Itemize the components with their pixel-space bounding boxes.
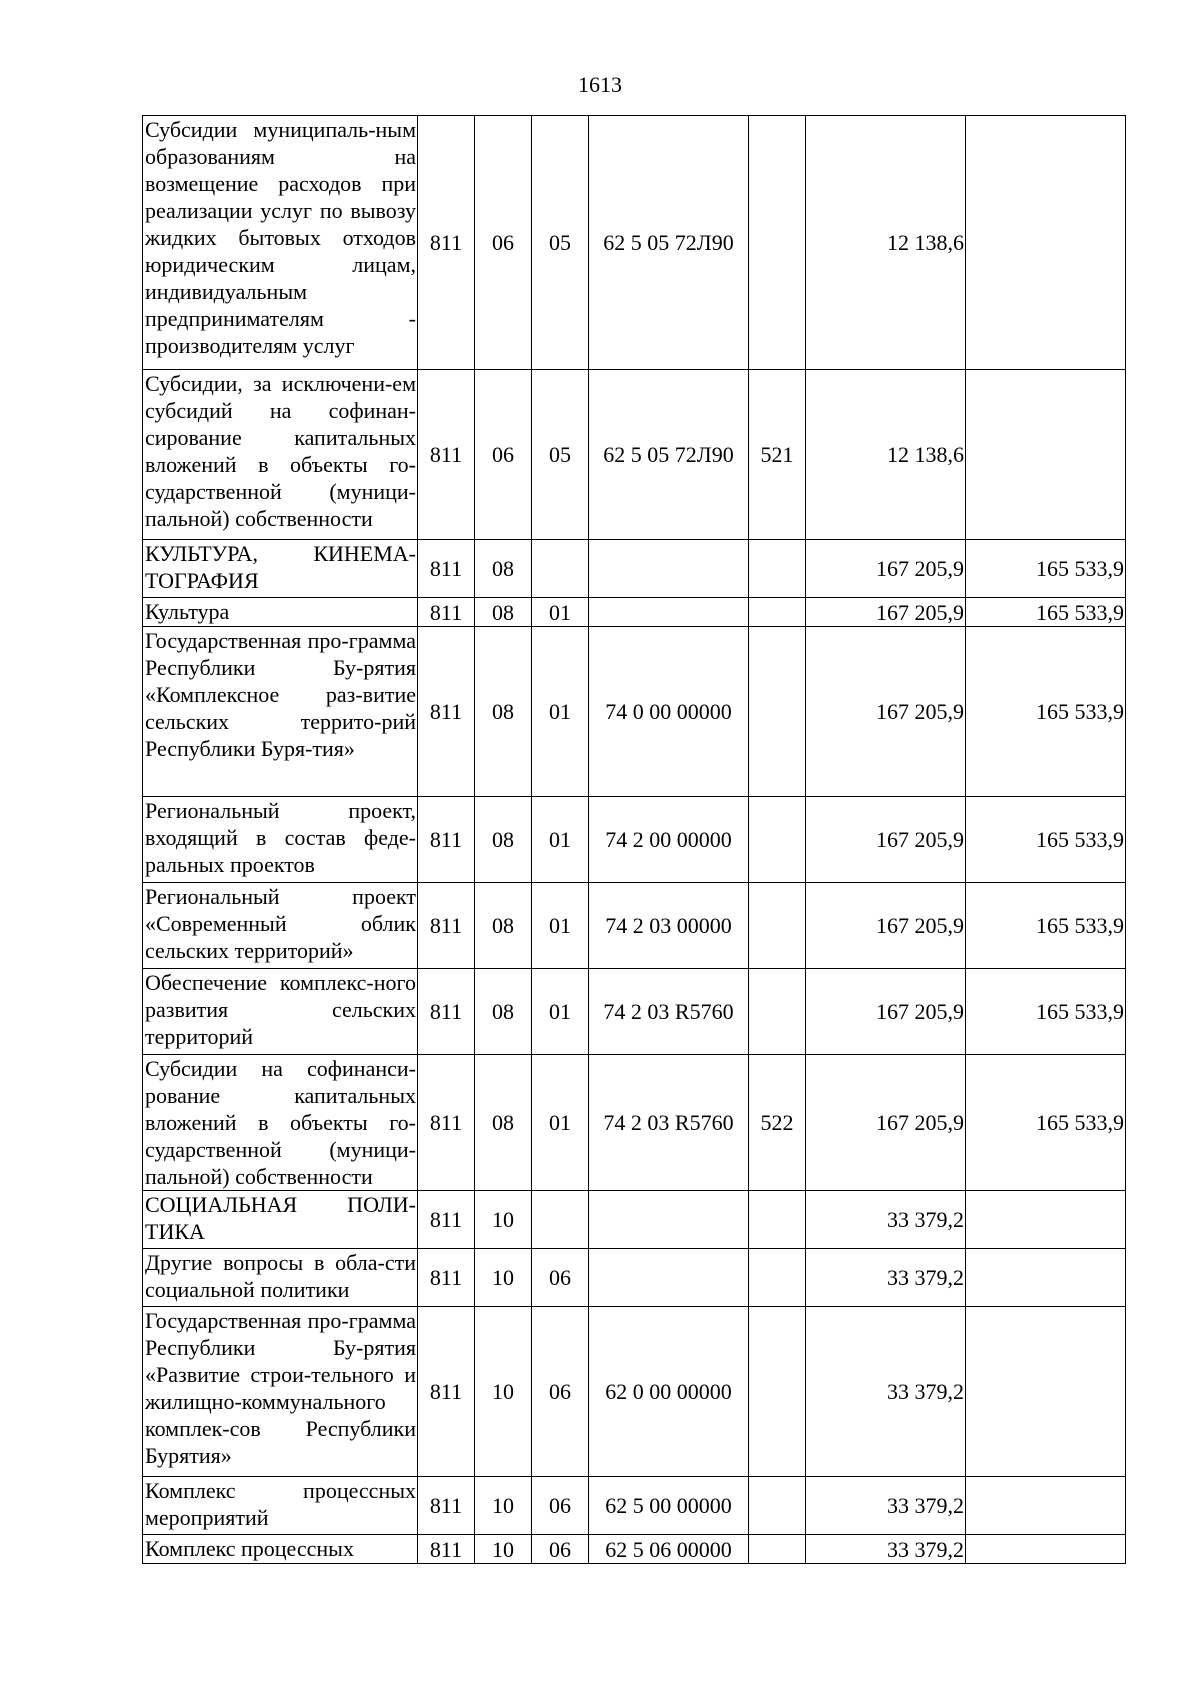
cell-rz: 08 bbox=[475, 883, 532, 969]
table-row bbox=[143, 1477, 1126, 1535]
row-name: Государственная про-грамма Республики Бу-рятия «Развитие строи-тельного и жилищно-коммунального комплек-сов Республики Бурятия» bbox=[143, 1307, 418, 1477]
cell-pr bbox=[532, 1191, 589, 1249]
cell-rz: 10 bbox=[475, 1535, 532, 1564]
cell-ved: 811 bbox=[418, 883, 475, 969]
cell-vr bbox=[749, 116, 806, 370]
cell-sum-1: 33 379,2 bbox=[806, 1307, 966, 1477]
cell-sum-2: 165 533,9 bbox=[966, 883, 1126, 969]
cell-csr: 62 5 05 72Л90 bbox=[589, 116, 749, 370]
cell-rz: 08 bbox=[475, 540, 532, 598]
row-name: Обеспечение комплекс-ного развития сельских территорий bbox=[143, 969, 418, 1055]
row-name: СОЦИАЛЬНАЯ ПОЛИ-ТИКА bbox=[143, 1191, 418, 1249]
table-row bbox=[143, 1535, 1126, 1564]
cell-pr: 01 bbox=[532, 1055, 589, 1191]
cell-rz: 08 bbox=[475, 627, 532, 797]
cell-ved: 811 bbox=[418, 1535, 475, 1564]
cell-csr: 74 2 00 00000 bbox=[589, 797, 749, 883]
cell-csr: 62 0 00 00000 bbox=[589, 1307, 749, 1477]
cell-vr bbox=[749, 1535, 806, 1564]
cell-sum-1: 167 205,9 bbox=[806, 627, 966, 797]
cell-rz: 10 bbox=[475, 1307, 532, 1477]
row-name: Региональный проект «Современный облик сельских территорий» bbox=[143, 883, 418, 969]
cell-vr bbox=[749, 540, 806, 598]
cell-csr bbox=[589, 1191, 749, 1249]
row-name: Комплекс процессных мероприятий bbox=[143, 1477, 418, 1535]
cell-sum-2 bbox=[966, 370, 1126, 540]
cell-ved: 811 bbox=[418, 116, 475, 370]
table-row bbox=[143, 1249, 1126, 1307]
cell-sum-2 bbox=[966, 116, 1126, 370]
table-row bbox=[143, 797, 1126, 883]
row-name: Другие вопросы в обла-сти социальной политики bbox=[143, 1249, 418, 1307]
row-name: Государственная про-грамма Республики Бу-рятия «Комплексное раз-витие сельских террито-рий Республики Буря-тия» bbox=[143, 627, 418, 797]
cell-sum-2: 165 533,9 bbox=[966, 627, 1126, 797]
table-row bbox=[143, 883, 1126, 969]
cell-vr bbox=[749, 969, 806, 1055]
cell-pr: 01 bbox=[532, 598, 589, 627]
cell-rz: 10 bbox=[475, 1249, 532, 1307]
cell-sum-1: 33 379,2 bbox=[806, 1535, 966, 1564]
cell-vr bbox=[749, 797, 806, 883]
cell-vr bbox=[749, 1249, 806, 1307]
cell-ved: 811 bbox=[418, 1249, 475, 1307]
table-row bbox=[143, 1191, 1126, 1249]
row-name: Субсидии, за исключени-ем субсидий на софинан-сирование капитальных вложений в объекты го-сударственной (муници-пальной) собственности bbox=[143, 370, 418, 540]
table-row bbox=[143, 370, 1126, 540]
cell-pr: 06 bbox=[532, 1477, 589, 1535]
cell-pr: 06 bbox=[532, 1249, 589, 1307]
cell-ved: 811 bbox=[418, 540, 475, 598]
cell-sum-1: 167 205,9 bbox=[806, 598, 966, 627]
row-name: Культура bbox=[143, 598, 418, 627]
cell-csr: 74 2 03 R5760 bbox=[589, 969, 749, 1055]
cell-vr bbox=[749, 1477, 806, 1535]
cell-csr: 74 2 03 R5760 bbox=[589, 1055, 749, 1191]
table-row bbox=[143, 1055, 1126, 1191]
table-row bbox=[143, 969, 1126, 1055]
cell-sum-1: 167 205,9 bbox=[806, 1055, 966, 1191]
cell-sum-2 bbox=[966, 1477, 1126, 1535]
cell-sum-1: 33 379,2 bbox=[806, 1191, 966, 1249]
cell-sum-1: 33 379,2 bbox=[806, 1249, 966, 1307]
row-name: Комплекс процессных bbox=[143, 1535, 418, 1564]
cell-csr bbox=[589, 540, 749, 598]
cell-sum-1: 167 205,9 bbox=[806, 883, 966, 969]
cell-ved: 811 bbox=[418, 969, 475, 1055]
table-row bbox=[143, 1307, 1126, 1477]
cell-pr: 05 bbox=[532, 370, 589, 540]
cell-rz: 08 bbox=[475, 1055, 532, 1191]
row-name: Субсидии на софинанси-рование капитальных вложений в объекты го-сударственной (муници-пальной) собственности bbox=[143, 1055, 418, 1191]
cell-vr: 521 bbox=[749, 370, 806, 540]
cell-ved: 811 bbox=[418, 627, 475, 797]
cell-sum-2: 165 533,9 bbox=[966, 1055, 1126, 1191]
cell-sum-2 bbox=[966, 1191, 1126, 1249]
cell-csr: 74 2 03 00000 bbox=[589, 883, 749, 969]
cell-rz: 06 bbox=[475, 370, 532, 540]
cell-sum-1: 167 205,9 bbox=[806, 797, 966, 883]
cell-sum-1: 33 379,2 bbox=[806, 1477, 966, 1535]
cell-sum-1: 12 138,6 bbox=[806, 370, 966, 540]
cell-sum-2 bbox=[966, 1249, 1126, 1307]
cell-csr: 62 5 05 72Л90 bbox=[589, 370, 749, 540]
cell-ved: 811 bbox=[418, 1191, 475, 1249]
cell-csr: 74 0 00 00000 bbox=[589, 627, 749, 797]
cell-ved: 811 bbox=[418, 1477, 475, 1535]
row-name: Субсидии муниципаль-ным образованиям на возмещение расходов при реализации услуг по вывозу жидких бытовых отходов юридическим лицам, индивидуальным предпринимателям - производителям услуг bbox=[143, 116, 418, 370]
page-number: 1613 bbox=[578, 72, 622, 97]
cell-pr: 06 bbox=[532, 1307, 589, 1477]
table-row bbox=[143, 598, 1126, 627]
budget-table bbox=[142, 115, 1126, 1564]
cell-ved: 811 bbox=[418, 370, 475, 540]
cell-ved: 811 bbox=[418, 797, 475, 883]
cell-csr bbox=[589, 598, 749, 627]
cell-pr: 06 bbox=[532, 1535, 589, 1564]
cell-rz: 08 bbox=[475, 797, 532, 883]
cell-csr bbox=[589, 1249, 749, 1307]
cell-rz: 08 bbox=[475, 969, 532, 1055]
cell-csr: 62 5 00 00000 bbox=[589, 1477, 749, 1535]
cell-pr: 01 bbox=[532, 883, 589, 969]
cell-rz: 08 bbox=[475, 598, 532, 627]
cell-vr bbox=[749, 883, 806, 969]
cell-rz: 10 bbox=[475, 1477, 532, 1535]
cell-sum-2: 165 533,9 bbox=[966, 540, 1126, 598]
cell-ved: 811 bbox=[418, 598, 475, 627]
cell-sum-1: 167 205,9 bbox=[806, 969, 966, 1055]
cell-sum-1: 12 138,6 bbox=[806, 116, 966, 370]
cell-ved: 811 bbox=[418, 1055, 475, 1191]
cell-vr bbox=[749, 598, 806, 627]
cell-vr bbox=[749, 627, 806, 797]
table-row bbox=[143, 627, 1126, 797]
cell-pr: 01 bbox=[532, 627, 589, 797]
table-row bbox=[143, 116, 1126, 370]
cell-sum-2 bbox=[966, 1535, 1126, 1564]
cell-sum-1: 167 205,9 bbox=[806, 540, 966, 598]
cell-sum-2: 165 533,9 bbox=[966, 797, 1126, 883]
cell-pr bbox=[532, 540, 589, 598]
table-row bbox=[143, 540, 1126, 598]
cell-pr: 05 bbox=[532, 116, 589, 370]
cell-sum-2 bbox=[966, 1307, 1126, 1477]
cell-pr: 01 bbox=[532, 797, 589, 883]
row-name: Региональный проект, входящий в состав феде-ральных проектов bbox=[143, 797, 418, 883]
row-name: КУЛЬТУРА, КИНЕМА-ТОГРАФИЯ bbox=[143, 540, 418, 598]
cell-ved: 811 bbox=[418, 1307, 475, 1477]
cell-sum-2: 165 533,9 bbox=[966, 969, 1126, 1055]
cell-rz: 06 bbox=[475, 116, 532, 370]
cell-csr: 62 5 06 00000 bbox=[589, 1535, 749, 1564]
cell-pr: 01 bbox=[532, 969, 589, 1055]
cell-vr bbox=[749, 1307, 806, 1477]
cell-sum-2: 165 533,9 bbox=[966, 598, 1126, 627]
cell-vr bbox=[749, 1191, 806, 1249]
cell-vr: 522 bbox=[749, 1055, 806, 1191]
cell-rz: 10 bbox=[475, 1191, 532, 1249]
